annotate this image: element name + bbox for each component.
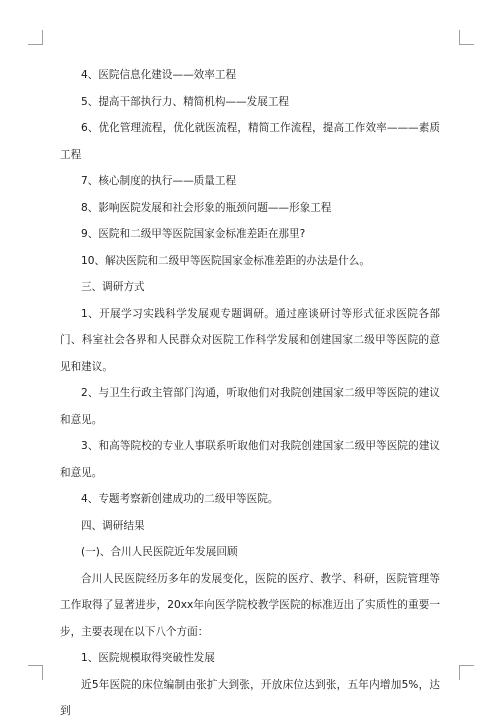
result-item-1: 1、医院规模取得突破性发展 xyxy=(81,652,215,664)
method-item-4: 4、专题考察新创建成功的二级甲等医院。 xyxy=(81,493,279,505)
section-heading-survey-method: 三、调研方式 xyxy=(81,281,145,293)
crop-mark-bottom-left xyxy=(28,665,43,680)
method-item-1: 1、开展学习实践科学发展观专题调研。通过座谈研讨等形式征求医院各部门、科室社会各界和人民群众对医院工作科学发展和创建国家二级甲等医院的意见和建议。 xyxy=(60,307,440,373)
body-paragraph-beds: 近5年医院的床位编制由张扩大到张，开放床位达到张，五年内增加5%，达到 xyxy=(60,678,440,717)
section-heading-survey-results: 四、调研结果 xyxy=(81,519,145,532)
method-item-3: 3、和高等院校的专业人事联系听取他们对我院创建国家二级甲等医院的建议和意见。 xyxy=(60,440,440,479)
list-item-10: 10、解决医院和二级甲等医院国家金标准差距的办法是什么。 xyxy=(81,254,370,267)
list-item-7: 7、核心制度的执行——质量工程 xyxy=(81,175,237,187)
crop-mark-bottom-right xyxy=(459,665,474,680)
list-item-8: 8、影响医院发展和社会形象的瓶颈问题——形象工程 xyxy=(81,201,332,214)
method-item-2: 2、与卫生行政主管部门沟通，听取他们对我院创建国家二级甲等医院的建议和意见。 xyxy=(60,387,440,426)
list-item-5: 5、提高干部执行力、精简机构——发展工程 xyxy=(81,95,290,108)
crop-mark-top-left xyxy=(28,30,43,45)
list-item-6: 6、优化管理流程，优化就医流程，精简工作流程，提高工作效率———素质工程 xyxy=(60,122,440,161)
list-item-9: 9、医院和二级甲等医院国家金标准差距在那里? xyxy=(81,228,306,240)
document-body xyxy=(60,62,440,725)
body-paragraph: 合川人民医院经历多年的发展变化，医院的医疗、教学、科研，医院管理等工作取得了显著进步，20xx年向医学院校教学医院的标准迈出了实质性的重要一步，主要表现在以下八个方面： xyxy=(60,572,440,638)
list-item-4: 4、医院信息化建设——效率工程 xyxy=(81,69,237,81)
crop-mark-top-right xyxy=(459,30,474,45)
subsection-heading-review: (一)、合川人民医院近年发展回顾 xyxy=(81,546,238,558)
